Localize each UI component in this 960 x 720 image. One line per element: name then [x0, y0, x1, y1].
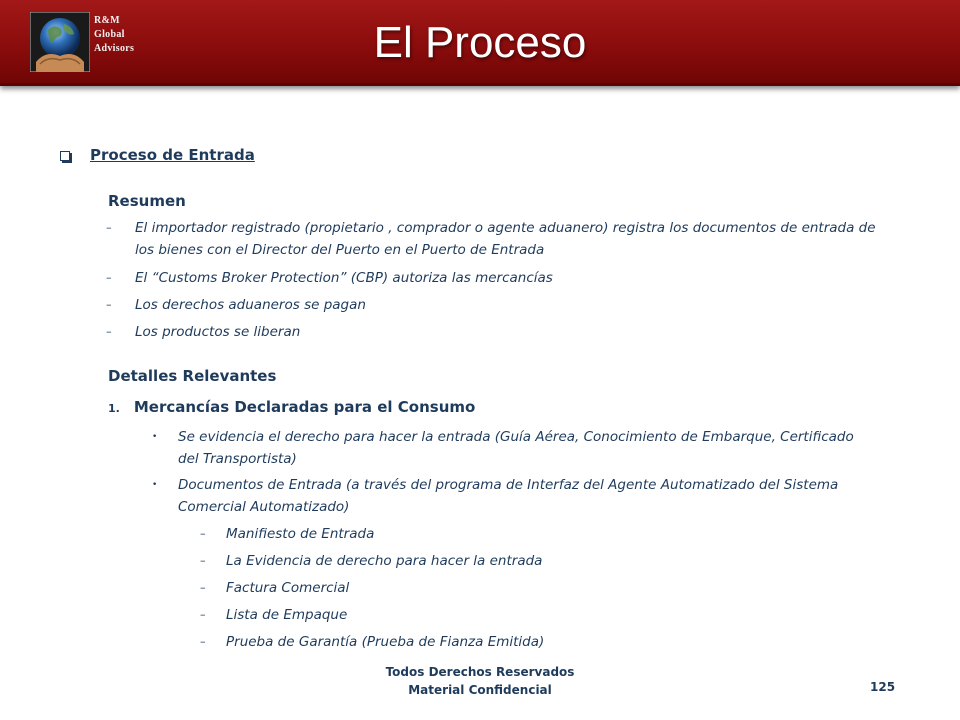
slide-title: El Proceso — [373, 18, 587, 67]
resumen-heading: Resumen — [108, 192, 186, 210]
document-item: – Manifiesto de Entrada — [200, 523, 800, 545]
detail-bullet: • Documentos de Entrada (a través del programa de Interfaz del Agente Automatizado del Sistema Comercial Automatizado) — [152, 474, 872, 518]
document-item: – Factura Comercial — [200, 577, 800, 599]
document-item: – Prueba de Garantía (Prueba de Fianza Emitida) — [200, 631, 800, 653]
footer-confidential: Material Confidencial — [408, 683, 552, 697]
dash-bullet-icon: – — [200, 527, 206, 540]
dot-bullet-icon: • — [152, 432, 158, 442]
dash-bullet-icon: – — [200, 635, 206, 648]
resumen-item: – Los derechos aduaneros se pagan — [106, 294, 896, 316]
dot-bullet-icon: • — [152, 480, 158, 490]
numbered-item — [108, 398, 475, 416]
dash-bullet-icon: – — [200, 554, 206, 567]
logo-wordmark: R&M Global Advisors — [94, 15, 135, 54]
dash-bullet-icon: – — [200, 608, 206, 621]
footer-notice — [330, 663, 630, 699]
document-item: – Lista de Empaque — [200, 604, 800, 626]
page-number: 125 — [870, 680, 896, 694]
detalles-heading: Detalles Relevantes — [108, 367, 277, 385]
resumen-item: – El importador registrado (propietario , comprador o agente aduanero) registra los documentos de entrada de los bienes con el Director del Puerto en el Puerto de Entrada — [106, 217, 896, 261]
dash-bullet-icon: – — [106, 271, 112, 284]
detail-bullet: • Se evidencia el derecho para hacer la entrada (Guía Aérea, Conocimiento de Embarque, Certificado del Transportista) — [152, 426, 872, 470]
section-heading-label: Proceso de Entrada — [90, 146, 255, 164]
resumen-item: – Los productos se liberan — [106, 321, 896, 343]
checkbox-bullet-icon — [60, 151, 70, 161]
numbered-item-label: Mercancías Declaradas para el Consumo — [133, 398, 476, 416]
item-number: 1. — [108, 402, 120, 415]
dash-bullet-icon: – — [106, 325, 112, 338]
document-item: – La Evidencia de derecho para hacer la entrada — [200, 550, 800, 572]
footer-rights: Todos Derechos Reservados — [385, 665, 575, 679]
section-heading — [60, 146, 255, 164]
dash-bullet-icon: – — [106, 298, 112, 311]
dash-bullet-icon: – — [106, 221, 112, 234]
dash-bullet-icon: – — [200, 581, 206, 594]
resumen-item: – El “Customs Broker Protection” (CBP) autoriza las mercancías — [106, 267, 896, 289]
